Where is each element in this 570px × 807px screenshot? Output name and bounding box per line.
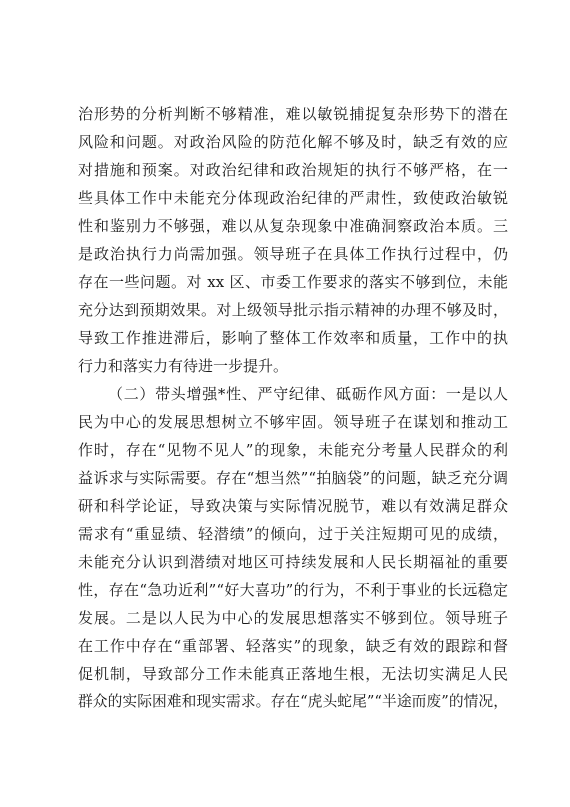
body-text	[78, 100, 508, 716]
text-line: 存在一些问题。对 xx 区、市委工作要求的落实不够到位，未能	[78, 273, 508, 291]
text-line: 需求有“重显绩、轻潜绩”的倾向，过于关注短期可见的成绩，	[78, 525, 508, 543]
text-line: 是政治执行力尚需加强。领导班子在具体工作执行过程中，仍	[78, 245, 508, 263]
text-line: 对措施和预案。对政治纪律和政治规矩的执行不够严格，在一	[78, 161, 508, 179]
text-line: 民为中心的发展思想树立不够牢固。领导班子在谋划和推动工	[78, 413, 508, 431]
text-line: 些具体工作中未能充分体现政治纪律的严肃性，致使政治敏锐	[78, 189, 508, 207]
text-line: 性，存在“急功近利”“好大喜功”的行为，不利于事业的长远稳定	[78, 581, 508, 599]
paragraph-end-line: 行力和落实力有待进一步提升。	[78, 357, 289, 375]
text-line: 未能充分认识到潜绩对地区可持续发展和人民长期福祉的重要	[78, 553, 508, 571]
text-line: 发展。二是以人民为中心的发展思想落实不够到位。领导班子	[78, 609, 508, 627]
text-line: 群众的实际困难和现实需求。存在“虎头蛇尾”“半途而废”的情况，	[78, 693, 508, 710]
text-line: 研和科学论证，导致决策与实际情况脱节，难以有效满足群众	[78, 497, 508, 515]
text-line: 充分达到预期效果。对上级领导批示指示精神的办理不够及时，	[78, 301, 508, 319]
text-line: 导致工作推进滞后，影响了整体工作效率和质量，工作中的执	[78, 329, 508, 347]
text-line: 治形势的分析判断不够精准，难以敏锐捕捉复杂形势下的潜在	[78, 105, 508, 123]
section-heading-line: （二）带头增强*性、严守纪律、砥砺作风方面：一是以人	[108, 385, 508, 403]
text-line: 在工作中存在“重部署、轻落实”的现象，缺乏有效的跟踪和督	[78, 637, 508, 655]
text-line: 作时，存在“见物不见人”的现象，未能充分考量人民群众的利	[78, 441, 508, 459]
text-line: 益诉求与实际需要。存在“想当然”“拍脑袋”的问题，缺乏充分调	[78, 469, 508, 487]
text-line: 促机制，导致部分工作未能真正落地生根，无法切实满足人民	[78, 665, 508, 683]
text-line: 风险和问题。对政治风险的防范化解不够及时，缺乏有效的应	[78, 133, 508, 151]
text-line: 性和鉴别力不够强，难以从复杂现象中准确洞察政治本质。三	[78, 217, 508, 235]
